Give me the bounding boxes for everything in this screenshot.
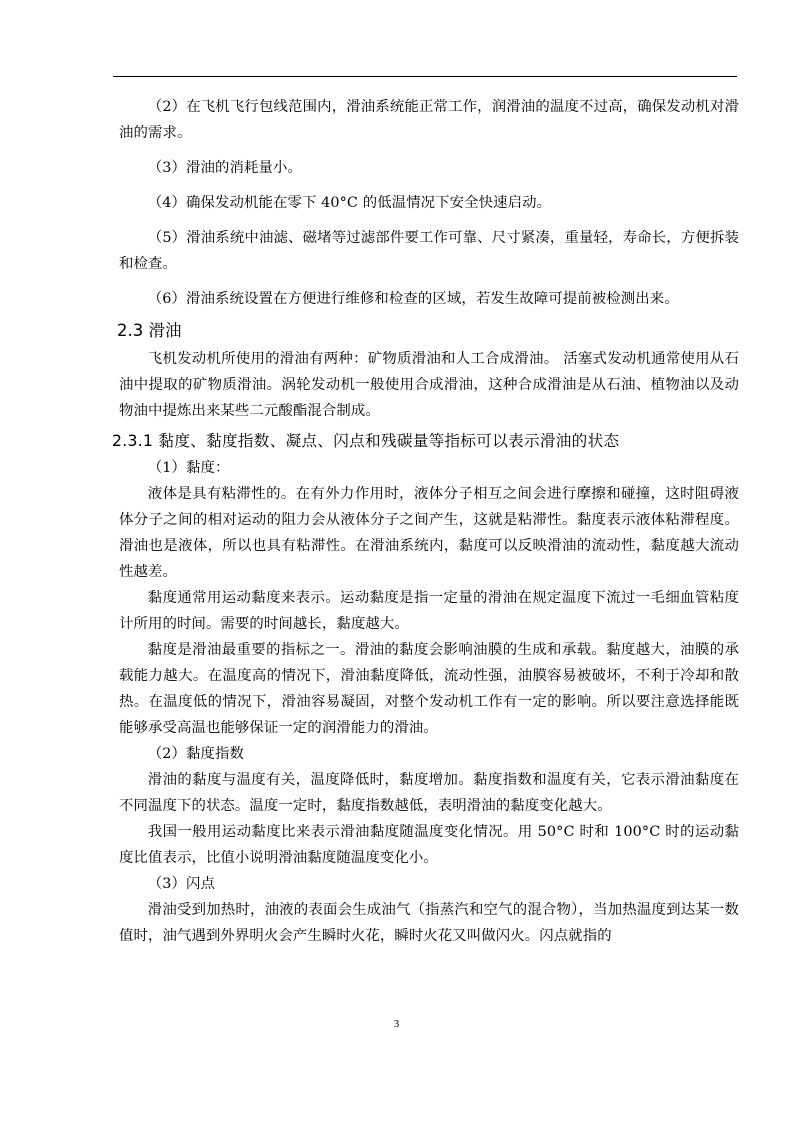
list-item: （2）在飞机飞行包线范围内，滑油系统能正常工作，润滑油的温度不过高，确保发动机对滑油的需求。: [119, 99, 739, 141]
list-item: （4）确保发动机能在零下 40°C 的低温情况下安全快速启动。: [147, 195, 552, 211]
subsection-heading: 2.3.1 黏度、黏度指数、凝点、闪点和残碳量等指标可以表示滑油的状态: [112, 432, 620, 450]
flash-point-label: （3）闪点: [147, 876, 216, 892]
viscosity-index-label: （2）黏度指数: [147, 746, 244, 762]
section-intro: 飞机发动机所使用的滑油有两种：矿物质滑油和人工合成滑油。 活塞式发动机通常使用从石油中提取的矿物质滑油。涡轮发动机一般使用合成滑油，这种合成滑油是从石油、植物油以及动物油中提炼出来某些二元酸酯混合制成。: [119, 351, 739, 419]
page-body: [112, 94, 739, 949]
paragraph: 滑油受到加热时，油液的表面会生成油气（指蒸汽和空气的混合物），当加热温度到达某一数值时，油气遇到外界明火会产生瞬时火花，瞬时火花又叫做闪火。闪点就指的: [119, 902, 739, 944]
viscosity-label: （1）黏度：: [147, 460, 230, 476]
paragraph: 我国一般用运动黏度比来表示滑油黏度随温度变化情况。用 50°C 时和 100°C 时的运动黏度比值表示，比值小说明滑油黏度随温度变化小。: [119, 824, 739, 866]
section-heading: 2.3 滑油: [117, 321, 182, 340]
header-rule: [113, 76, 737, 77]
paragraph: 液体是具有粘滞性的。在有外力作用时，液体分子相互之间会进行摩擦和碰撞，这时阻碍液体分子之间的相对运动的阻力会从液体分子之间产生，这就是粘滞性。黏度表示液体粘滞程度。滑油也是液体，所以也具有粘滞性。在滑油系统内，黏度可以反映滑油的流动性，黏度越大流动性越差。: [119, 486, 739, 580]
paragraph: 黏度通常用运动黏度来表示。运动黏度是指一定量的滑油在规定温度下流过一毛细血管粘度计所用的时间。需要的时间越长，黏度越大。: [119, 590, 739, 632]
list-item: （5）滑油系统中油滤、磁堵等过滤部件要工作可靠、尺寸紧凑，重量轻，寿命长，方便拆装和检查。: [119, 230, 739, 272]
paragraph: 黏度是滑油最重要的指标之一。滑油的黏度会影响油膜的生成和承载。黏度越大，油膜的承载能力越大。在温度高的情况下，滑油黏度降低，流动性强，油膜容易被破坏，不利于冷却和散热。在温度低的情况下，滑油容易凝固，对整个发动机工作有一定的影响。所以要注意选择能既能够承受高温也能够保证一定的润滑能力的滑油。: [119, 642, 739, 736]
paragraph: 滑油的黏度与温度有关，温度降低时，黏度增加。黏度指数和温度有关，它表示滑油黏度在不同温度下的状态。温度一定时，黏度指数越低，表明滑油的黏度变化越大。: [119, 772, 739, 814]
page-number: 3: [393, 1018, 400, 1030]
list-item: （3）滑油的消耗量小。: [147, 160, 302, 176]
list-item: （6）滑油系统设置在方便进行维修和检查的区域，若发生故障可提前被检测出来。: [147, 291, 679, 307]
